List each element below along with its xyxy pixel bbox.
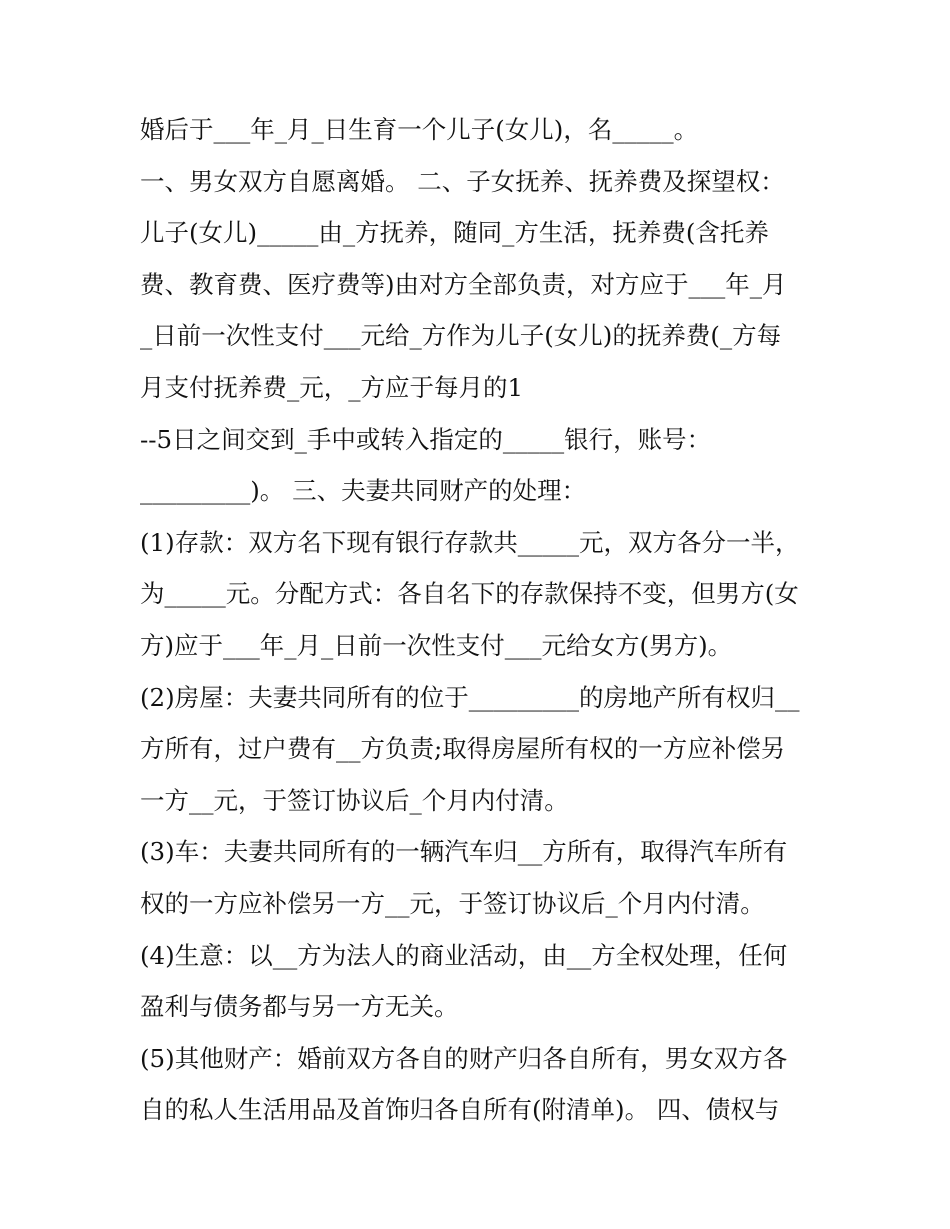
text-line: (2)房屋：夫妻共同所有的位于_________的房地产所有权归__ xyxy=(140,682,800,712)
text-line: --5日之间交到_手中或转入指定的_____银行，账号： xyxy=(140,424,712,454)
text-line: _日前一次性支付___元给_方作为儿子(女儿)的抚养费(_方每 xyxy=(140,321,782,351)
text-line: (5)其他财产：婚前双方各自的财产归各自所有，男女双方各 xyxy=(140,1043,788,1073)
text-line: 费、教育费、医疗费等)由对方全部负责，对方应于___年_月 xyxy=(140,269,787,299)
text-line: (4)生意：以__方为法人的商业活动，由__方全权处理，任何 xyxy=(140,940,788,970)
text-line: 为_____元。分配方式：各自名下的存款保持不变，但男方(女 xyxy=(140,579,799,609)
text-line: 自的私人生活用品及首饰归各自所有(附清单)。 四、债权与 xyxy=(140,1095,780,1125)
text-line: 方)应于___年_月_日前一次性支付___元给女方(男方)。 xyxy=(140,630,733,660)
text-line: 一方__元，于签订协议后_个月内付清。 xyxy=(140,785,569,815)
text-line: _________)。 三、夫妻共同财产的处理： xyxy=(140,476,587,506)
text-line: 方所有，过户费有__方负责;取得房屋所有权的一方应补偿另 xyxy=(140,734,786,764)
text-line: 权的一方应补偿另一方__元，于签订协议后_个月内付清。 xyxy=(140,888,765,918)
text-line: 儿子(女儿)_____由_方抚养，随同_方生活，抚养费(含托养 xyxy=(140,218,769,248)
text-line: 月支付抚养费_元，_方应于每月的1 xyxy=(140,372,524,402)
text-line: 婚后于___年_月_日生育一个儿子(女儿)，名_____。 xyxy=(140,115,699,144)
text-line: (1)存款：双方名下现有银行存款共_____元，双方各分一半， xyxy=(140,527,800,557)
text-line: 一、男女双方自愿离婚。 二、子女抚养、抚养费及探望权： xyxy=(140,166,785,196)
text-line: (3)车：夫妻共同所有的一辆汽车归__方所有，取得汽车所有 xyxy=(140,837,788,867)
document-body xyxy=(140,104,820,1136)
text-line: 盈利与债务都与另一方无关。 xyxy=(140,992,459,1022)
